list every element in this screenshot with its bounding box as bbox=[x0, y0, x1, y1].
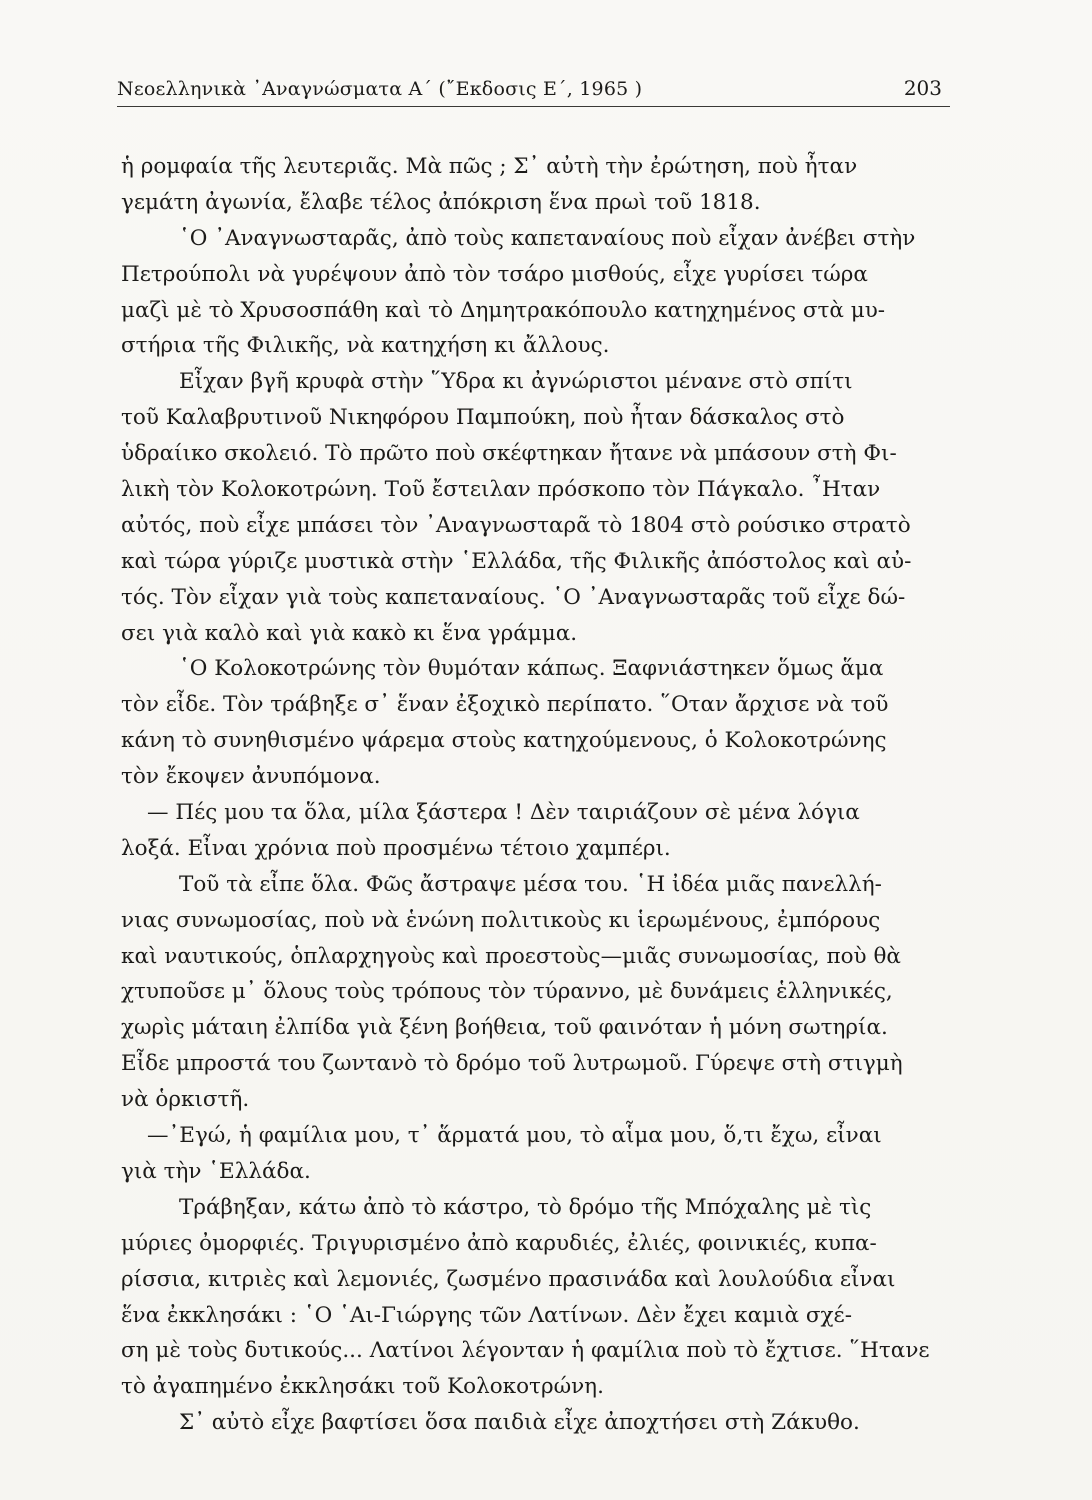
running-header bbox=[117, 66, 950, 106]
text-line: ὑδραίικο σκολειό. Τὸ πρῶτο ποὺ σκέφτηκαν ἤτανε νὰ μπάσουν στὴ Φι- bbox=[121, 441, 897, 467]
text-line: κάνη τὸ συνηθισμένο ψάρεμα στοὺς κατηχούμενους, ὁ Κολοκοτρώνης bbox=[121, 728, 887, 754]
text-line: χτυποῦσε μ᾿ ὅλους τοὺς τρόπους τὸν τύραννο, μὲ δυνάμεις ἑλληνικές, bbox=[121, 979, 893, 1005]
text-line: τοῦ Καλαβρυτινοῦ Νικηφόρου Παμπούκη, ποὺ ἦταν δάσκαλος στὸ bbox=[121, 405, 845, 431]
header-rule bbox=[117, 106, 950, 107]
text-line: λοξά. Εἶναι χρόνια ποὺ προσμένω τέτοιο χαμπέρι. bbox=[121, 835, 671, 861]
text-line: γεμάτη ἀγωνία, ἔλαβε τέλος ἀπόκριση ἕνα πρωὶ τοῦ 1818. bbox=[121, 189, 761, 215]
text-line: τός. Τὸν εἶχαν γιὰ τοὺς καπεταναίους. ῾Ο ᾿Αναγνωσταρᾶς τοῦ εἶχε δώ- bbox=[121, 584, 906, 610]
text-line: Τοῦ τὰ εἶπε ὅλα. Φῶς ἄστραψε μέσα του. ῾Η ἰδέα μιᾶς πανελλή- bbox=[179, 871, 882, 897]
text-line: ἕνα ἐκκλησάκι : ῾Ο ῾Αι-Γιώργης τῶν Λατίνων. Δὲν ἔχει καμιὰ σχέ- bbox=[121, 1302, 852, 1328]
text-line: Εἶχαν βγῆ κρυφὰ στὴν ῞Υδρα κι ἀγνώριστοι μένανε στὸ σπίτι bbox=[179, 369, 853, 395]
text-line: μύριες ὀμορφιές. Τριγυρισμένο ἀπὸ καρυδιές, ἐλιές, φοινικιές, κυπα- bbox=[121, 1230, 877, 1256]
text-line: ῾Ο ᾿Αναγνωσταρᾶς, ἀπὸ τοὺς καπεταναίους ποὺ εἶχαν ἀνέβει στὴν bbox=[179, 225, 916, 251]
text-line: σει γιὰ καλὸ καὶ γιὰ κακὸ κι ἕνα γράμμα. bbox=[121, 620, 578, 646]
text-line: καὶ τώρα γύριζε μυστικὰ στὴν ῾Ελλάδα, τῆς Φιλικῆς ἀπόστολος καὶ αὐ- bbox=[121, 548, 912, 574]
text-line: τὸ ἀγαπημένο ἐκκλησάκι τοῦ Κολοκοτρώνη. bbox=[121, 1374, 604, 1400]
text-line: τὸν ἔκοψεν ἀνυπόμονα. bbox=[121, 764, 381, 790]
text-line: Σ᾿ αὐτὸ εἶχε βαφτίσει ὅσα παιδιὰ εἶχε ἀποχτήσει στὴ Ζάκυθο. bbox=[179, 1410, 860, 1436]
text-line: τὸν εἶδε. Τὸν τράβηξε σ᾿ ἕναν ἐξοχικὸ περίπατο. ῞Οταν ἄρχισε νὰ τοῦ bbox=[121, 692, 889, 718]
text-line: Τράβηξαν, κάτω ἀπὸ τὸ κάστρο, τὸ δρόμο τῆς Μπόχαλης μὲ τὶς bbox=[179, 1194, 872, 1220]
page-number: 203 bbox=[903, 76, 942, 100]
text-line: μαζὶ μὲ τὸ Χρυσοσπάθη καὶ τὸ Δημητρακόπουλο κατηχημένος στὰ μυ- bbox=[121, 297, 886, 323]
text-line: Πετρούπολι νὰ γυρέψουν ἀπὸ τὸν τσάρο μισθούς, εἶχε γυρίσει τώρα bbox=[121, 261, 868, 287]
text-line: αὐτός, ποὺ εἶχε μπάσει τὸν ᾿Αναγνωσταρᾶ τὸ 1804 στὸ ρούσικο στρατὸ bbox=[121, 512, 911, 538]
text-line: ση μὲ τοὺς δυτικούς... Λατίνοι λέγονταν ἡ φαμίλια ποὺ τὸ ἔχτισε. ῞Ητανε bbox=[121, 1338, 930, 1364]
text-line: ρίσσια, κιτριὲς καὶ λεμονιές, ζωσμένο πρασινάδα καὶ λουλούδια εἶναι bbox=[121, 1266, 896, 1292]
text-line: νὰ ὁρκιστῆ. bbox=[121, 1087, 250, 1113]
text-line: —᾿Εγώ, ἡ φαμίλια μου, τ᾿ ἅρματά μου, τὸ αἷμα μου, ὅ,τι ἔχω, εἶναι bbox=[147, 1123, 882, 1149]
text-line: Εἶδε μπροστά του ζωντανὸ τὸ δρόμο τοῦ λυτρωμοῦ. Γύρεψε στὴ στιγμὴ bbox=[121, 1051, 903, 1077]
text-line: καὶ ναυτικούς, ὁπλαρχηγοὺς καὶ προεστοὺς—μιᾶς συνωμοσίας, ποὺ θὰ bbox=[121, 943, 901, 969]
text-line: στήρια τῆς Φιλικῆς, νὰ κατηχήση κι ἄλλους. bbox=[121, 333, 610, 359]
text-line: λικὴ τὸν Κολοκοτρώνη. Τοῦ ἔστειλαν πρόσκοπο τὸν Πάγκαλο. ῏Ηταν bbox=[121, 477, 881, 503]
text-line: χωρὶς μάταιη ἐλπίδα γιὰ ξένη βοήθεια, τοῦ φαινόταν ἡ μόνη σωτηρία. bbox=[121, 1015, 888, 1041]
running-header-title: Νεοελληνικὰ ᾿Αναγνώσματα Α΄ (῎Εκδοσις Ε΄, 1965 ) bbox=[117, 78, 643, 100]
text-line: γιὰ τὴν ῾Ελλάδα. bbox=[121, 1158, 311, 1184]
text-line: ἡ ρομφαία τῆς λευτεριᾶς. Μὰ πῶς ; Σ᾿ αὐτὴ τὴν ἐρώτηση, ποὺ ἦταν bbox=[121, 154, 858, 179]
text-line: — Πές μου τα ὅλα, μίλα ξάστερα ! Δὲν ταιριάζουν σὲ μένα λόγια bbox=[147, 800, 860, 826]
body-text bbox=[121, 149, 951, 1441]
text-line: ῾Ο Κολοκοτρώνης τὸν θυμόταν κάπως. Ξαφνιάστηκεν ὅμως ἅμα bbox=[179, 656, 884, 682]
text-line: νιας συνωμοσίας, ποὺ νὰ ἑνώνη πολιτικοὺς κι ἱερωμένους, ἐμπόρους bbox=[121, 907, 881, 933]
